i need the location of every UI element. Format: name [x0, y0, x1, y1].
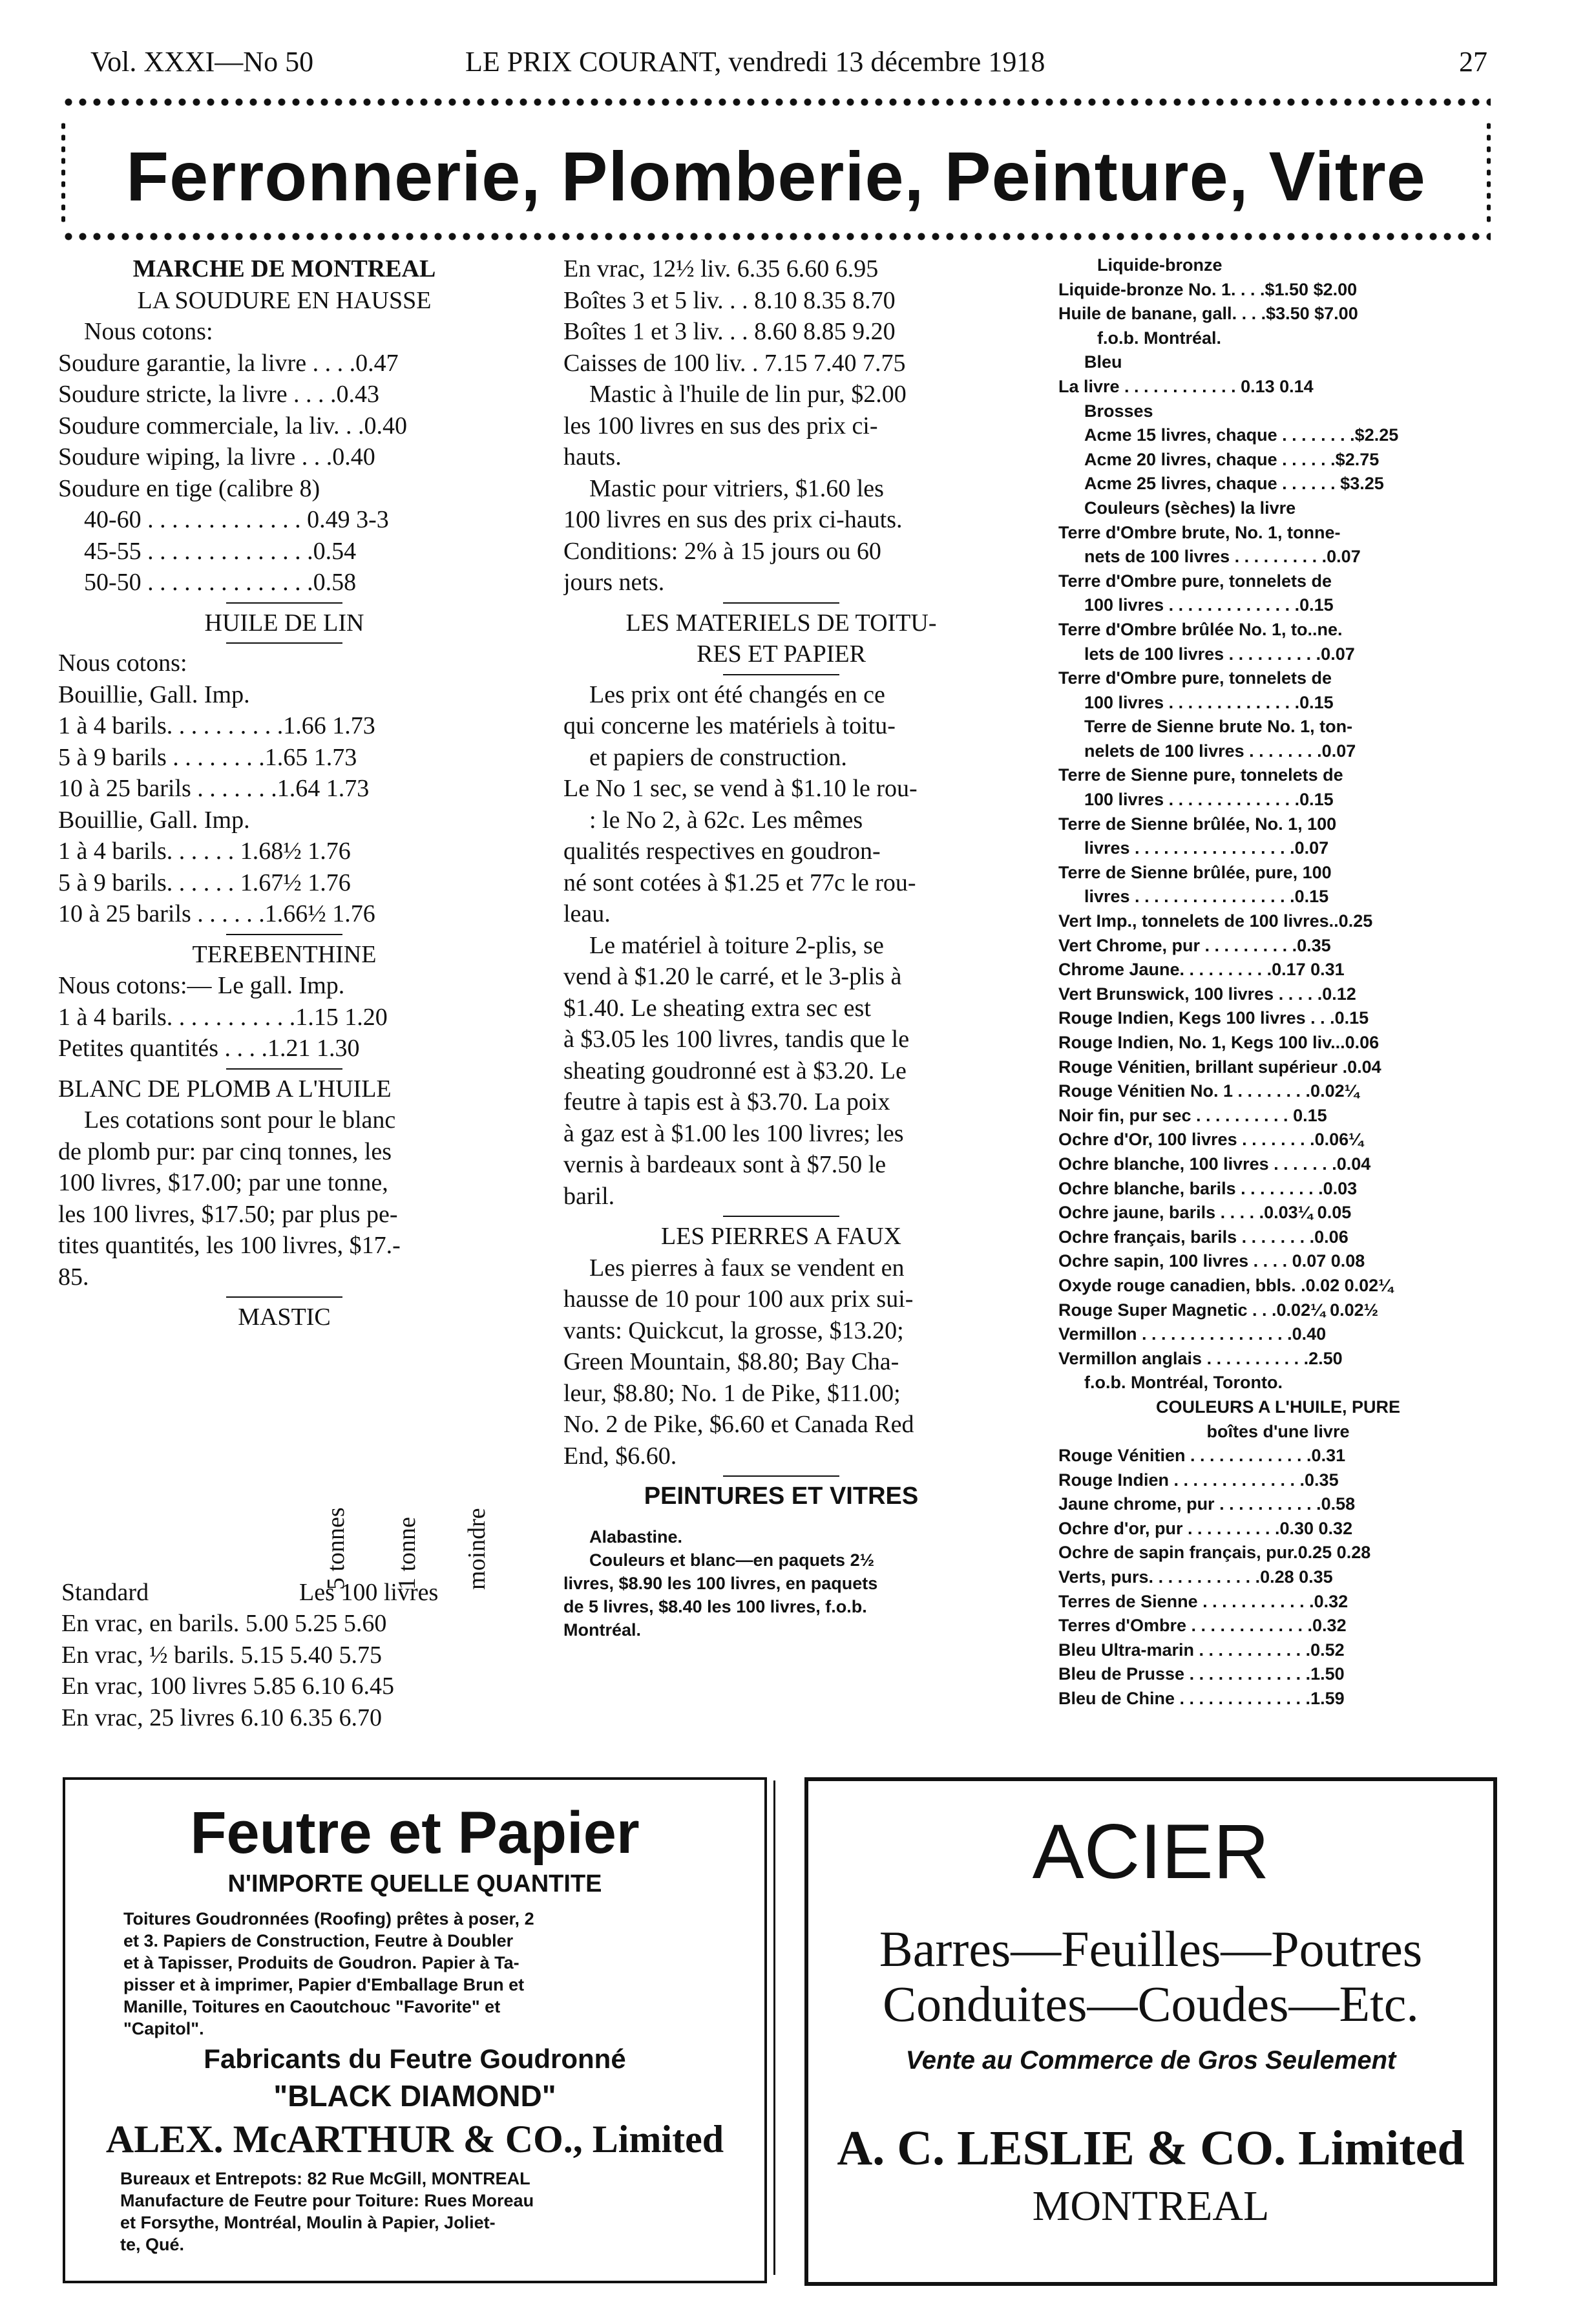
ad2-title: ACIER: [1032, 1808, 1270, 1895]
text-line: Huile de banane, gall. . . .$3.50 $7.00: [1058, 304, 1358, 324]
section-rule: [226, 1296, 342, 1298]
text-line: et papiers de construction.: [589, 743, 847, 771]
text-line: Ochre blanche, 100 livres . . . . . . .0.04: [1058, 1154, 1371, 1174]
text-line: Caisses de 100 liv. . 7.15 7.40 7.75: [563, 349, 906, 377]
text-line: $1.40. Le sheating extra sec est: [563, 994, 871, 1022]
text-line: Soudure en tige (calibre 8): [58, 474, 320, 502]
text-line: Nous cotons:: [84, 318, 213, 345]
section-rule: [226, 934, 342, 935]
text-line: LA SOUDURE EN HAUSSE: [137, 286, 432, 314]
text-line: Rouge Vénitien . . . . . . . . . . . . .0.31: [1058, 1446, 1346, 1466]
mastic-row: En vrac, ½ barils. 5.15 5.40 5.75: [61, 1641, 383, 1669]
text-line: End, $6.60.: [563, 1442, 677, 1470]
ad1-company: ALEX. McARTHUR & CO., Limited: [105, 2118, 724, 2160]
ad2-tagline: Vente au Commerce de Gros Seulement: [905, 2046, 1396, 2075]
section-rule: [723, 1216, 839, 1217]
ad1-maker-line: Fabricants du Feutre Goudronné: [204, 2044, 626, 2074]
text-line: Vermillon anglais . . . . . . . . . . .2.50: [1058, 1348, 1343, 1368]
ad1-body-line: pisser et à imprimer, Papier d'Emballage Brun et: [123, 1975, 525, 1994]
text-line: Acme 15 livres, chaque . . . . . . . .$2.25: [1084, 425, 1399, 445]
text-line: Mastic à l'huile de lin pur, $2.00: [589, 381, 907, 408]
text-line: Couleurs (sèches) la livre: [1084, 498, 1296, 518]
text-line: Conditions: 2% à 15 jours ou 60: [563, 537, 881, 565]
text-line: vend à $1.20 le carré, et le 3-plis à: [563, 963, 902, 990]
text-line: 1 à 4 barils. . . . . . . . . . .1.15 1.20: [58, 1003, 388, 1031]
text-line: baril.: [563, 1182, 615, 1210]
text-line: 100 livres . . . . . . . . . . . . . .0.15: [1084, 790, 1334, 810]
ad1-address-line: et Forsythe, Montréal, Moulin à Papier, Joliet-: [120, 2213, 496, 2232]
text-line: MASTIC: [238, 1304, 331, 1331]
text-line: 100 livres . . . . . . . . . . . . . .0.15: [1084, 595, 1334, 615]
text-line: Chrome Jaune. . . . . . . . . .0.17 0.31: [1058, 960, 1345, 980]
section-rule: [723, 602, 839, 604]
text-line: Verts, purs. . . . . . . . . . . .0.28 0.35: [1058, 1567, 1333, 1587]
section-rule: [723, 674, 839, 675]
text-line: Ochre sapin, 100 livres . . . . 0.07 0.08: [1058, 1251, 1365, 1271]
ad1-body-line: "Capitol".: [123, 2019, 204, 2038]
text-line: Ochre blanche, barils . . . . . . . . .0.03: [1058, 1178, 1358, 1198]
text-line: 45-55 . . . . . . . . . . . . . .0.54: [84, 537, 357, 565]
text-line: [563, 1512, 999, 1525]
text-line: Vert Imp., tonnelets de 100 livres..0.25: [1058, 911, 1373, 931]
ad1-title: Feutre et Papier: [190, 1800, 640, 1866]
text-line: LES PIERRES A FAUX: [661, 1223, 901, 1250]
text-line: Alabastine.: [589, 1526, 683, 1547]
mastic-unit-label: Les 100 livres: [299, 1579, 439, 1606]
text-line: Acme 20 livres, chaque . . . . . .$2.75: [1084, 449, 1380, 469]
text-line: 85.: [58, 1263, 89, 1291]
text-line: Bleu Ultra-marin . . . . . . . . . . . .0.52: [1058, 1640, 1345, 1660]
text-line: Terre d'Ombre brute, No. 1, tonne-: [1058, 522, 1341, 542]
ad2-line2: Conduites—Coudes—Etc.: [883, 1976, 1419, 2032]
text-line: En vrac, 12½ liv. 6.35 6.60 6.95: [563, 255, 879, 282]
text-line: feutre à tapis est à $3.70. La poix: [563, 1088, 890, 1115]
ad-feutre-et-papier: [63, 1777, 767, 2283]
ad1-body: [123, 1908, 705, 2040]
text-line: Petites quantités . . . .1.21 1.30: [58, 1035, 360, 1062]
text-line: No. 2 de Pike, $6.60 et Canada Red: [563, 1411, 914, 1438]
text-line: qualités respectives en goudron-: [563, 838, 881, 865]
column-3: [1058, 253, 1498, 1711]
text-line: HUILE DE LIN: [204, 609, 364, 637]
ad-divider: [773, 1780, 775, 2275]
ad2-city: MONTREAL: [1032, 2182, 1270, 2230]
text-line: Ochre français, barils . . . . . . . .0.06: [1058, 1227, 1349, 1247]
text-line: Terre de Sienne brûlée, pure, 100: [1058, 862, 1332, 882]
ad1-address-line: te, Qué.: [120, 2235, 185, 2254]
text-line: Terres de Sienne . . . . . . . . . . . .0.32: [1058, 1591, 1349, 1611]
text-line: Bouillie, Gall. Imp.: [58, 681, 250, 708]
mastic-col-moindre: moindre: [463, 1508, 490, 1590]
text-line: à gaz est à $1.00 les 100 livres; les: [563, 1119, 904, 1147]
text-line: 1 à 4 barils. . . . . . . . . .1.66 1.73: [58, 712, 375, 739]
text-line: MARCHE DE MONTREAL: [132, 255, 436, 282]
text-line: Bouillie, Gall. Imp.: [58, 806, 250, 834]
border-bottom: [61, 231, 1491, 242]
text-line: boîtes d'une livre: [1206, 1421, 1350, 1441]
text-line: Boîtes 3 et 5 liv. . . 8.10 8.35 8.70: [563, 286, 896, 314]
text-line: f.o.b. Montréal.: [1097, 328, 1221, 348]
running-header: [0, 45, 1585, 84]
section-rule: [226, 602, 342, 604]
text-line: 10 à 25 barils . . . . . .1.66½ 1.76: [58, 900, 375, 927]
text-line: TEREBENTHINE: [192, 940, 377, 968]
text-line: Vert Brunswick, 100 livres . . . . .0.12: [1058, 984, 1356, 1004]
text-line: hausse de 10 pour 100 aux prix sui-: [563, 1285, 914, 1313]
text-line: né sont cotées à $1.25 et 77c le rou-: [563, 869, 916, 896]
text-line: Bleu de Prusse . . . . . . . . . . . . .1.50: [1058, 1664, 1345, 1684]
ad2-line1: Barres—Feuilles—Poutres: [879, 1921, 1423, 1977]
mastic-row: En vrac, 100 livres 5.85 6.10 6.45: [61, 1673, 395, 1700]
text-line: Jaune chrome, pur . . . . . . . . . . .0.58: [1058, 1494, 1356, 1514]
text-line: Terre de Sienne brûlée, No. 1, 100: [1058, 814, 1337, 834]
text-line: Rouge Vénitien, brillant supérieur .0.04: [1058, 1057, 1381, 1077]
text-line: Vert Chrome, pur . . . . . . . . . .0.35: [1058, 935, 1331, 955]
text-line: Terre de Sienne brute No. 1, ton-: [1084, 717, 1353, 737]
text-line: livres . . . . . . . . . . . . . . . . .0.15: [1084, 887, 1329, 907]
text-line: Mastic pour vitriers, $1.60 les: [589, 474, 884, 502]
mastic-col-5-tonnes: 5 tonnes: [322, 1507, 350, 1590]
ad1-address-line: Manufacture de Feutre pour Toiture: Rues Moreau: [120, 2191, 534, 2210]
text-line: nelets de 100 livres . . . . . . . .0.07: [1084, 741, 1356, 761]
text-line: Soudure stricte, la livre . . . .0.43: [58, 381, 380, 408]
text-line: leau.: [563, 900, 611, 927]
text-line: COULEURS A L'HUILE, PURE: [1156, 1397, 1400, 1417]
text-line: 100 livres en sus des prix ci-hauts.: [563, 506, 903, 533]
mastic-row: En vrac, 25 livres 6.10 6.35 6.70: [61, 1704, 383, 1731]
text-line: sheating goudronné est à $3.20. Le: [563, 1057, 907, 1084]
page-number: 27: [1459, 46, 1487, 78]
journal-title-date: LE PRIX COURANT, vendredi 13 décembre 1918: [465, 46, 1045, 78]
text-line: La livre . . . . . . . . . . . . 0.13 0.14: [1058, 376, 1314, 396]
text-line: 100 livres . . . . . . . . . . . . . .0.15: [1084, 692, 1334, 712]
text-line: Boîtes 1 et 3 liv. . . 8.60 8.85 9.20: [563, 318, 896, 345]
text-line: Ochre de sapin français, pur.0.25 0.28: [1058, 1543, 1371, 1563]
text-line: Oxyde rouge canadien, bbls. .0.02 0.02¼: [1058, 1275, 1393, 1295]
text-line: Bleu de Chine . . . . . . . . . . . . . .1.59: [1058, 1689, 1345, 1709]
ad1-subtitle: N'IMPORTE QUELLE QUANTITE: [227, 1870, 602, 1897]
text-line: 1 à 4 barils. . . . . . 1.68½ 1.76: [58, 838, 351, 865]
text-line: jours nets.: [563, 569, 665, 596]
text-line: les 100 livres en sus des prix ci-: [563, 412, 878, 439]
text-line: les 100 livres, $17.50; par plus pe-: [58, 1200, 398, 1228]
text-line: Terre d'Ombre pure, tonnelets de: [1058, 571, 1332, 591]
text-line: 100 livres, $17.00; par une tonne,: [58, 1169, 388, 1196]
text-line: vants: Quickcut, la grosse, $13.20;: [563, 1316, 904, 1344]
column-1: [58, 253, 510, 1333]
text-line: Brosses: [1084, 401, 1153, 421]
text-line: Soudure commerciale, la liv. . .0.40: [58, 412, 407, 439]
text-line: Rouge Vénitien No. 1 . . . . . . . .0.02¼: [1058, 1081, 1359, 1101]
text-line: livres, $8.90 les 100 livres, en paquets: [563, 1573, 878, 1593]
section-title: Ferronnerie, Plomberie, Peinture, Vitre: [126, 137, 1426, 215]
text-line: Le matériel à toiture 2-plis, se: [589, 931, 884, 959]
text-line: de 5 livres, $8.40 les 100 livres, f.o.b.: [563, 1596, 867, 1616]
ad1-body-line: Manille, Toitures en Caoutchouc "Favorite" et: [123, 1997, 501, 2016]
ad1-brand: "BLACK DIAMOND": [273, 2079, 556, 2113]
text-line: de plomb pur: par cinq tonnes, les: [58, 1137, 392, 1165]
text-line: Rouge Indien . . . . . . . . . . . . . .0.35: [1058, 1470, 1339, 1490]
section-rule: [723, 1475, 839, 1477]
text-line: Rouge Indien, No. 1, Kegs 100 liv...0.06: [1058, 1033, 1380, 1052]
mastic-row: En vrac, en barils. 5.00 5.25 5.60: [61, 1610, 387, 1637]
border-top: [61, 97, 1491, 107]
text-line: Terre d'Ombre pure, tonnelets de: [1058, 668, 1332, 688]
text-line: RES ET PAPIER: [697, 640, 866, 668]
mastic-table: [61, 1577, 514, 1733]
column-2: [563, 253, 999, 1642]
text-line: Noir fin, pur sec . . . . . . . . . . 0.15: [1058, 1105, 1327, 1125]
text-line: Ochre d'Or, 100 livres . . . . . . . .0.06¼: [1058, 1130, 1363, 1150]
mastic-standard-label: Standard: [61, 1579, 149, 1606]
ad2-company: A. C. LESLIE & CO. Limited: [837, 2121, 1465, 2175]
text-line: Bleu: [1084, 352, 1122, 372]
volume-number: Vol. XXXI—No 50: [90, 46, 314, 78]
text-line: 40-60 . . . . . . . . . . . . . 0.49 3-3: [84, 506, 389, 533]
text-line: leur, $8.80; No. 1 de Pike, $11.00;: [563, 1379, 901, 1407]
text-line: LES MATERIELS DE TOITU-: [625, 609, 937, 637]
ad1-body-line: Toitures Goudronnées (Roofing) prêtes à poser, 2: [123, 1909, 534, 1928]
text-line: BLANC DE PLOMB A L'HUILE: [58, 1075, 392, 1103]
text-line: 5 à 9 barils. . . . . . 1.67½ 1.76: [58, 869, 351, 896]
text-line: tites quantités, les 100 livres, $17.-: [58, 1232, 401, 1259]
ad1-body-line: et à Tapisser, Produits de Goudron. Papier à Ta-: [123, 1953, 520, 1972]
text-line: Soudure garantie, la livre . . . .0.47: [58, 349, 399, 377]
text-line: Terres d'Ombre . . . . . . . . . . . . .0.32: [1058, 1616, 1347, 1636]
text-line: Montréal.: [563, 1620, 642, 1640]
text-line: Liquide-bronze: [1097, 255, 1223, 275]
text-line: PEINTURES ET VITRES: [644, 1483, 919, 1510]
text-line: Le No 1 sec, se vend à $1.10 le rou-: [563, 775, 918, 802]
text-line: Les pierres à faux se vendent en: [589, 1254, 905, 1282]
mastic-col-1-tonne: 1 tonne: [394, 1517, 421, 1590]
text-line: hauts.: [563, 443, 622, 470]
text-line: : le No 2, à 62c. Les mêmes: [589, 806, 863, 834]
ad-acier: [804, 1777, 1497, 2286]
text-line: Les cotations sont pour le blanc: [84, 1106, 396, 1134]
text-line: Ochre d'or, pur . . . . . . . . . .0.30 0.32: [1058, 1518, 1353, 1538]
section-rule: [226, 642, 342, 644]
text-line: f.o.b. Montréal, Toronto.: [1084, 1373, 1283, 1393]
mastic-column-headers: [297, 1461, 510, 1590]
text-line: Rouge Indien, Kegs 100 livres . . .0.15: [1058, 1008, 1369, 1028]
text-line: Les prix ont été changés en ce: [589, 681, 885, 708]
text-line: qui concerne les matériels à toitu-: [563, 712, 896, 739]
text-line: 50-50 . . . . . . . . . . . . . .0.58: [84, 569, 357, 596]
text-line: 10 à 25 barils . . . . . . .1.64 1.73: [58, 775, 370, 802]
text-line: Liquide-bronze No. 1. . . .$1.50 $2.00: [1058, 279, 1358, 299]
mastic-header-row: [61, 1577, 514, 1608]
text-line: Nous cotons:: [58, 650, 187, 677]
text-line: Nous cotons:— Le gall. Imp.: [58, 972, 345, 999]
text-line: à $3.05 les 100 livres, tandis que le: [563, 1026, 910, 1053]
text-line: lets de 100 livres . . . . . . . . . .0.07: [1084, 644, 1355, 664]
text-line: Ochre jaune, barils . . . . .0.03¼ 0.05: [1058, 1203, 1352, 1223]
text-line: 5 à 9 barils . . . . . . . .1.65 1.73: [58, 743, 357, 771]
ad1-address: [120, 2168, 702, 2255]
text-line: Acme 25 livres, chaque . . . . . . $3.25: [1084, 474, 1384, 494]
section-rule: [226, 1068, 342, 1070]
ad1-address-line: Bureaux et Entrepots: 82 Rue McGill, MONTREAL: [120, 2169, 530, 2188]
text-line: Terre d'Ombre brûlée No. 1, to..ne.: [1058, 619, 1343, 639]
text-line: Green Mountain, $8.80; Bay Cha-: [563, 1348, 899, 1375]
text-line: Vermillon . . . . . . . . . . . . . . . .0.40: [1058, 1324, 1327, 1344]
text-line: vernis à bardeaux sont à $7.50 le: [563, 1151, 887, 1178]
text-line: Couleurs et blanc—en paquets 2½: [589, 1550, 875, 1570]
text-line: Soudure wiping, la livre . . .0.40: [58, 443, 375, 470]
text-line: nets de 100 livres . . . . . . . . . .0.07: [1084, 547, 1361, 567]
text-line: livres . . . . . . . . . . . . . . . . .0.07: [1084, 838, 1329, 858]
text-line: Terre de Sienne pure, tonnelets de: [1058, 765, 1343, 785]
text-line: Rouge Super Magnetic . . .0.02¼ 0.02½: [1058, 1300, 1379, 1320]
ad1-body-line: et 3. Papiers de Construction, Feutre à Doubler: [123, 1931, 514, 1950]
